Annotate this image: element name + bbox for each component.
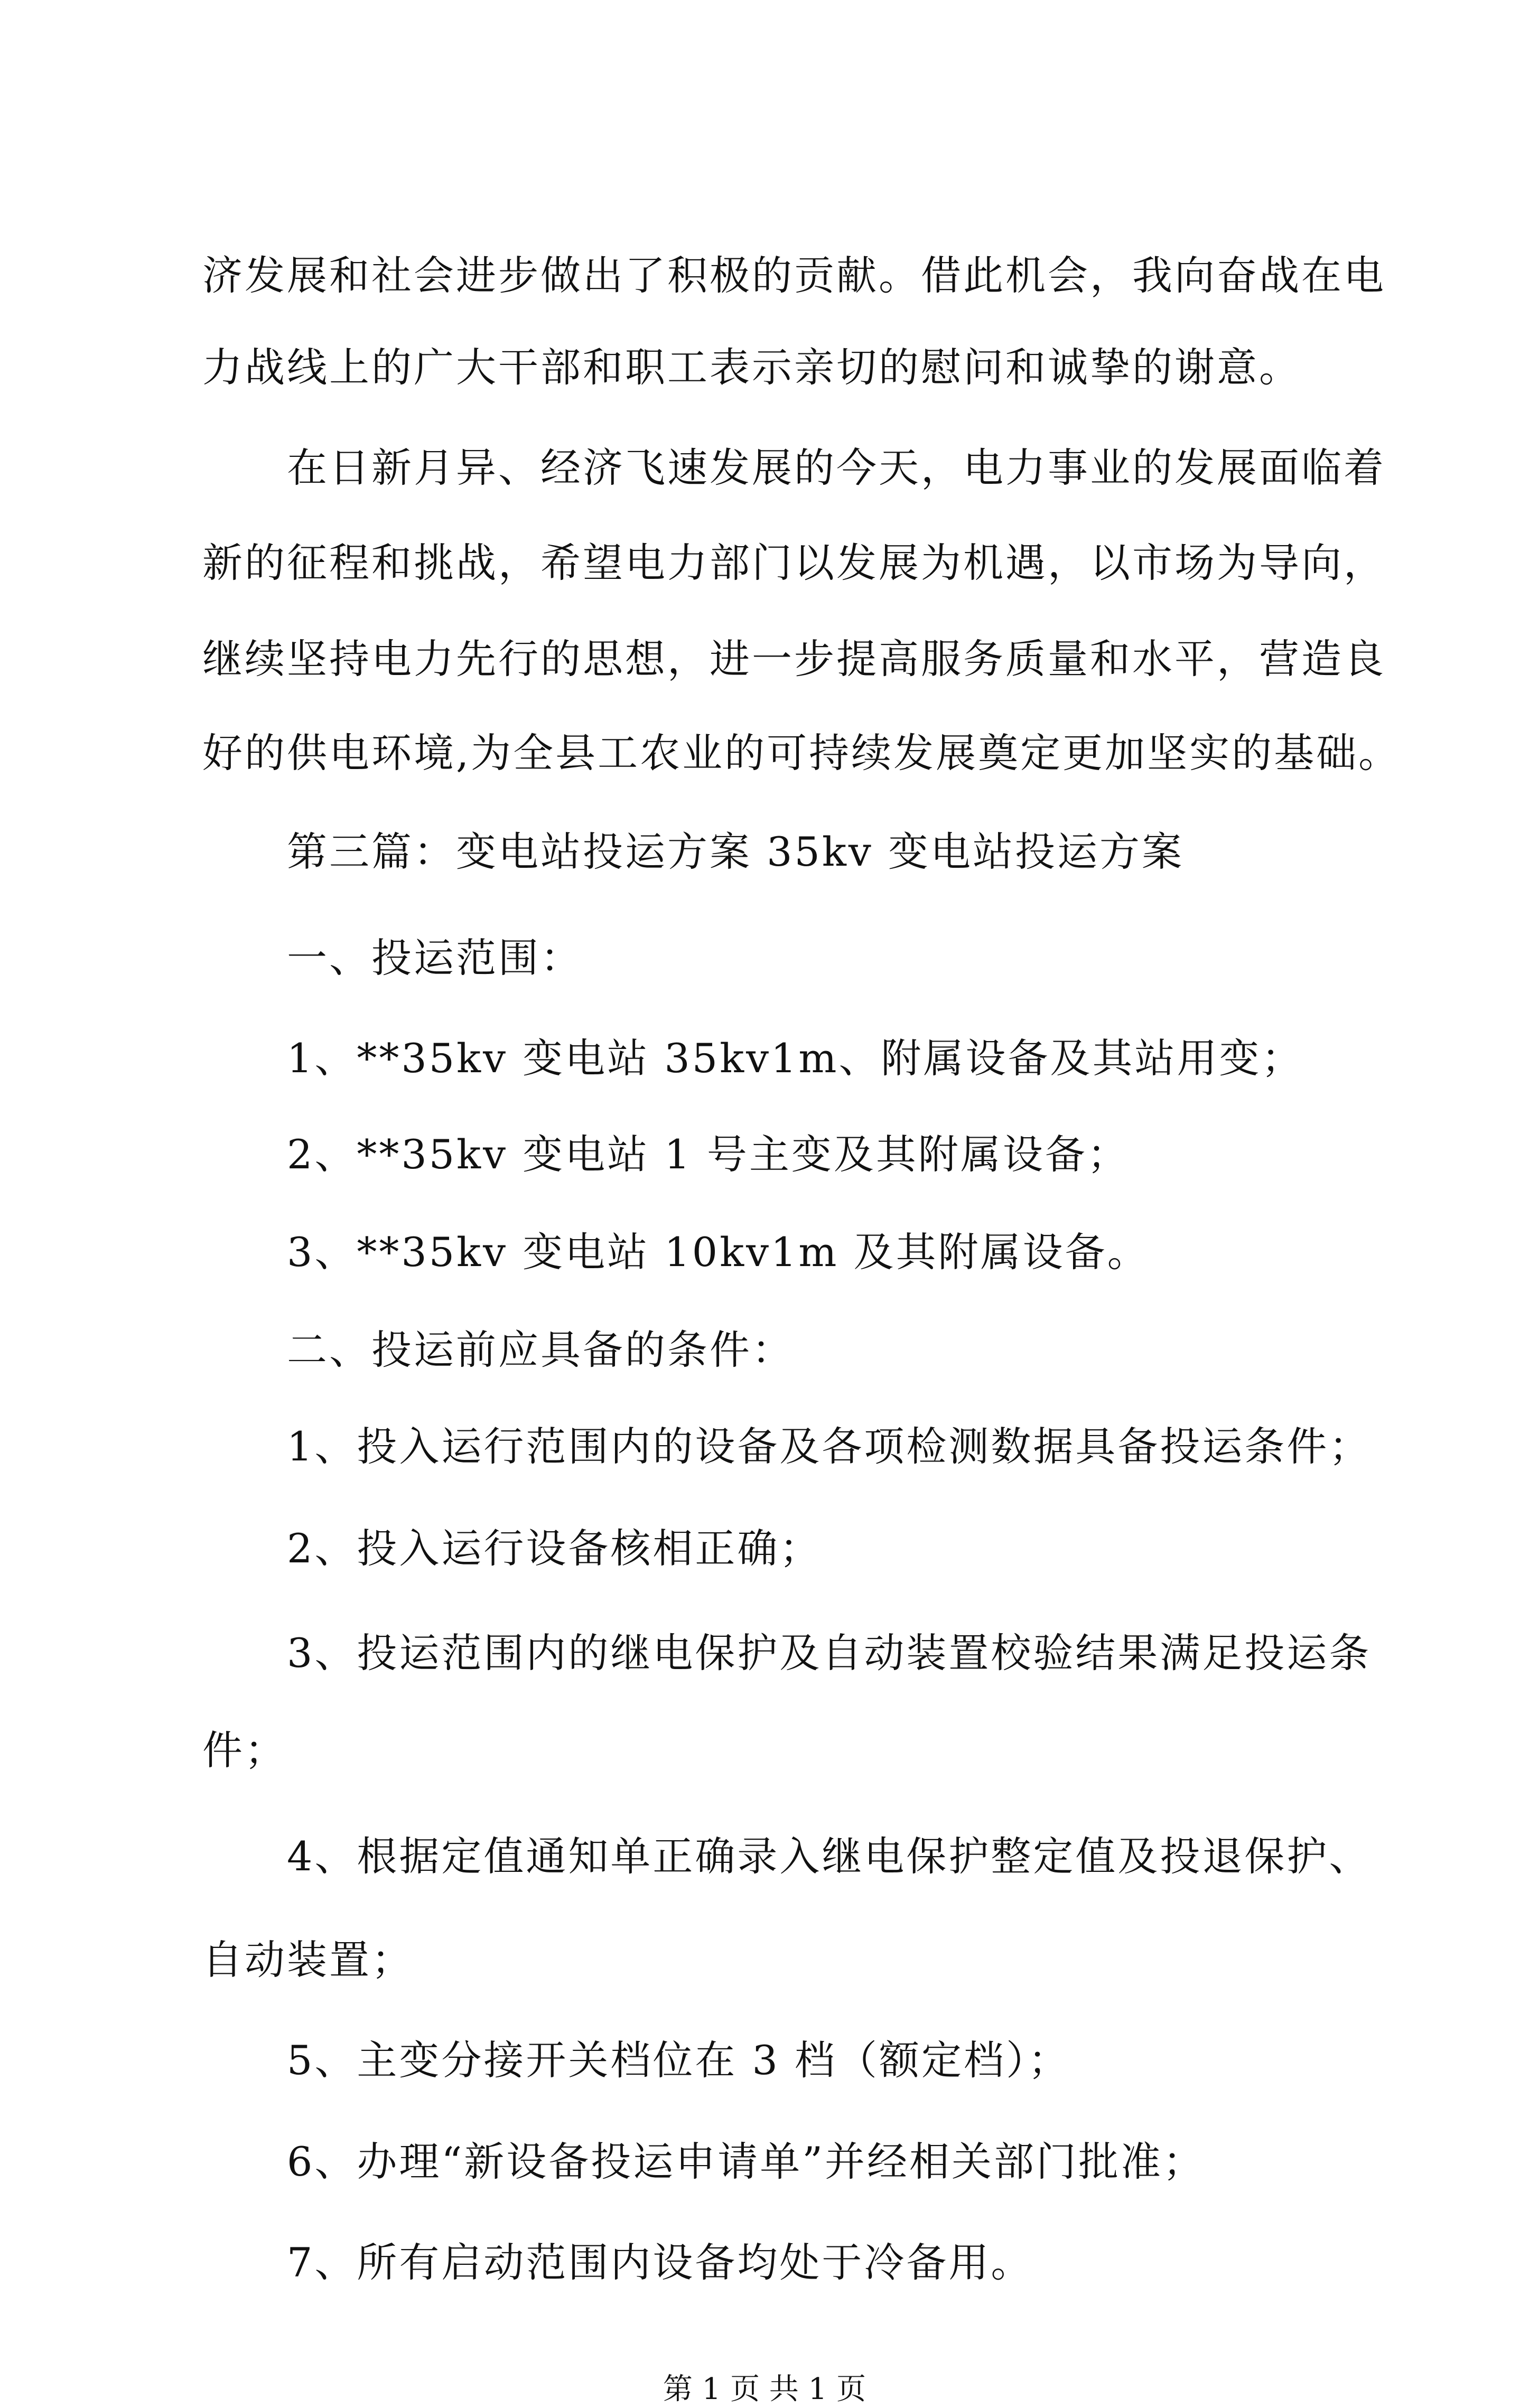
list-item: 1、投入运行范围内的设备及各项检测数据具备投运条件；	[287, 1423, 1372, 1470]
text-line: 力战线上的广大干部和职工表示亲切的慰问和诚挚的谢意。	[202, 344, 1301, 391]
list-item: 7、所有启动范围内设备均处于冷备用。	[287, 2239, 1033, 2286]
subsection-heading: 一、投运范围：	[287, 934, 583, 981]
list-item: 2、投入运行设备核相正确；	[287, 1525, 822, 1572]
section-heading: 第三篇：变电站投运方案 35kv 变电站投运方案	[287, 828, 1185, 875]
list-item: 4、根据定值通知单正确录入继电保护整定值及投退保护、	[287, 1833, 1372, 1880]
text-line: 继续坚持电力先行的思想，进一步提高服务质量和水平，营造良	[202, 635, 1386, 682]
subsection-heading: 二、投运前应具备的条件：	[287, 1326, 794, 1373]
list-item: 5、主变分接开关档位在 3 档（额定档）；	[287, 2037, 1071, 2084]
page-footer: 第 1 页 共 1 页	[663, 2372, 866, 2406]
list-item: 2、**35kv 变电站 1 号主变及其附属设备；	[287, 1131, 1130, 1178]
list-item: 1、**35kv 变电站 35kv1m、附属设备及其站用变；	[287, 1035, 1304, 1082]
list-item: 6、办理“新设备投运申请单”并经相关部门批准；	[287, 2138, 1206, 2185]
list-item-continuation: 件；	[202, 1727, 287, 1774]
text-line: 济发展和社会进步做出了积极的贡献。借此机会，我向奋战在电	[202, 252, 1386, 299]
text-line: 好的供电环境,为全县工农业的可持续发展奠定更加坚实的基础。	[202, 729, 1401, 776]
text-line: 在日新月异、经济飞速发展的今天，电力事业的发展面临着	[287, 444, 1386, 491]
list-item: 3、投运范围内的继电保护及自动装置校验结果满足投运条	[287, 1629, 1372, 1676]
text-line: 新的征程和挑战，希望电力部门以发展为机遇，以市场为导向，	[202, 539, 1386, 586]
list-item-continuation: 自动装置；	[202, 1936, 414, 1983]
list-item: 3、**35kv 变电站 10kv1m 及其附属设备。	[287, 1229, 1150, 1276]
